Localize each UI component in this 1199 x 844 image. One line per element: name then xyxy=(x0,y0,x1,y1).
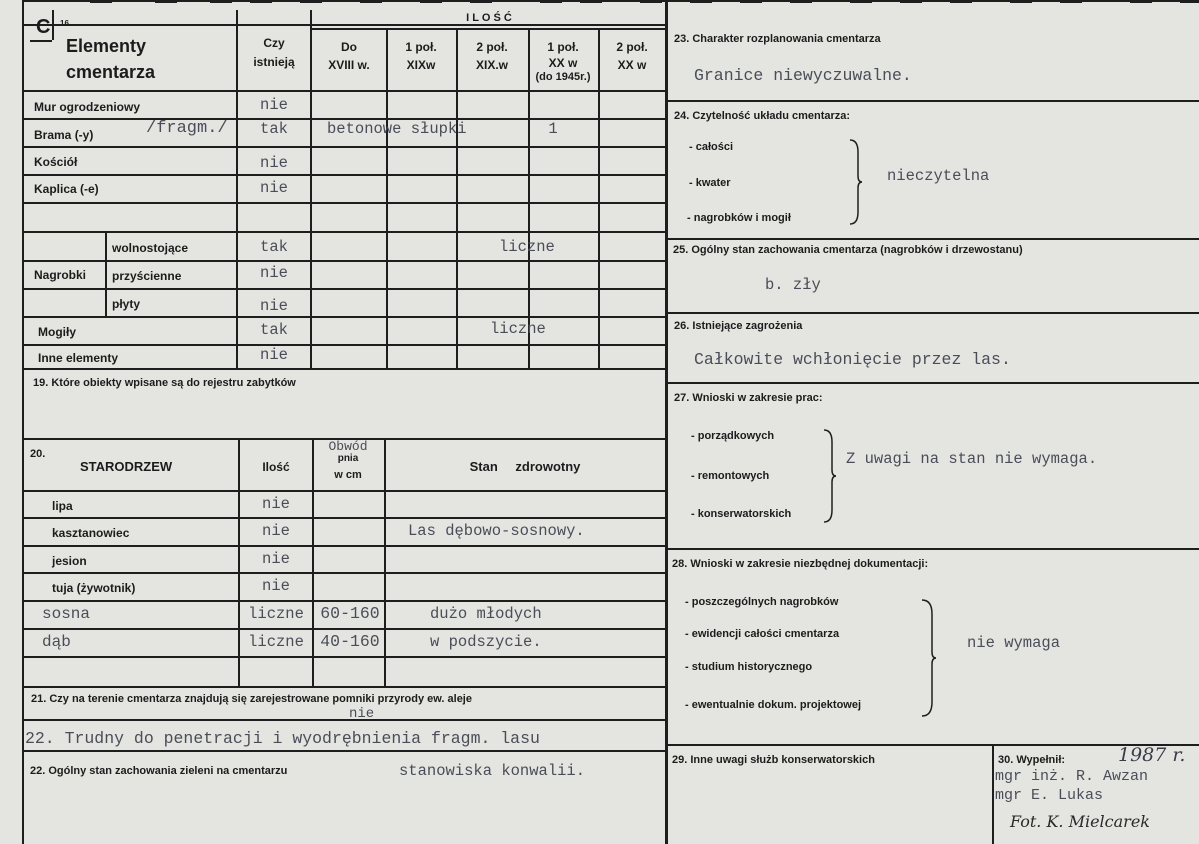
rule-line xyxy=(22,174,665,176)
period-4-l1: 1 poł. xyxy=(547,40,579,54)
row-kosciol-value: nie xyxy=(260,154,288,172)
q28-value: nie wymaga xyxy=(967,634,1061,652)
rule-line xyxy=(105,231,107,316)
q28-item-2: - ewidencji całości cmentarza xyxy=(685,628,840,640)
row-mogily-label: Mogiły xyxy=(38,325,76,339)
rule-line xyxy=(22,316,665,318)
col-exists-2: istnieją xyxy=(253,55,295,69)
rule-line xyxy=(22,600,665,602)
q27-item-1: - porządkowych xyxy=(691,430,775,442)
q27-brace xyxy=(822,428,838,524)
row-inne-value: nie xyxy=(260,346,288,364)
rule-line xyxy=(1130,0,1152,3)
tree-row-name: kasztanowiec xyxy=(52,526,130,540)
q22-value: stanowiska konwalii. xyxy=(399,762,586,780)
tree-row-circ: 60-160 xyxy=(320,604,380,623)
rule-line xyxy=(665,0,668,844)
rule-line xyxy=(22,656,665,658)
period-3-l2: XIX.w xyxy=(475,58,508,72)
q27-value: Z uwagi na stan nie wymaga. xyxy=(846,450,1098,468)
col-exists-1: Czy xyxy=(263,36,285,50)
q28-item-1: - poszczególnych nagrobków xyxy=(685,596,839,608)
q21-label: 21. Czy na terenie cmentarza znajdują się zarejestrowane pomniki przyrody ew. aleje xyxy=(31,693,472,705)
rule-line xyxy=(22,90,665,92)
q24-value: nieczytelna xyxy=(887,167,990,185)
rule-line xyxy=(665,548,1199,550)
q20-col-qty: Ilość xyxy=(262,460,290,474)
rule-line xyxy=(22,146,665,148)
period-5-l1: 2 poł. xyxy=(616,40,648,54)
rule-line xyxy=(1010,0,1032,3)
rule-line xyxy=(360,0,382,3)
row-mur-label: Mur ogrodzeniowy xyxy=(34,100,140,114)
q25-value: b. zły xyxy=(765,276,821,294)
q30-person1: mgr inż. R. Awzan xyxy=(995,768,1149,785)
rule-line xyxy=(992,744,994,844)
q20-col-circ-2: pnia xyxy=(337,453,359,464)
tree-row-name: dąb xyxy=(42,633,71,651)
q20-col-circ-3: w cm xyxy=(334,469,362,481)
rule-line xyxy=(22,0,24,844)
tree-row-qty: nie xyxy=(262,522,290,540)
period-3-l1: 2 poł. xyxy=(476,40,508,54)
q27-item-3: - konserwatorskich xyxy=(691,508,792,520)
row-kaplica-label: Kaplica (-e) xyxy=(34,182,99,196)
q28-item-4: - ewentualnie dokum. projektowej xyxy=(685,699,862,711)
row-mogily-count: liczne xyxy=(490,320,546,338)
nagrobki-sub1-count: liczne xyxy=(499,238,555,256)
tree-row-health: Las dębowo-sosnowy. xyxy=(408,522,585,540)
tree-row-qty: liczne xyxy=(248,605,304,623)
rule-line xyxy=(900,0,922,3)
rule-line xyxy=(470,0,492,3)
tree-row-name: jesion xyxy=(52,554,87,568)
nagrobki-sub2-label: przyścienne xyxy=(112,269,182,283)
rule-line xyxy=(210,0,232,3)
rule-line xyxy=(22,628,665,630)
rule-line xyxy=(665,100,1199,102)
tree-row-circ: 40-160 xyxy=(320,632,380,651)
nagrobki-sub3-label: płyty xyxy=(112,297,141,311)
tree-row-qty: liczne xyxy=(248,633,304,651)
nagrobki-label: Nagrobki xyxy=(34,268,87,282)
rule-line xyxy=(22,719,665,721)
rule-line xyxy=(22,686,665,688)
period-2-l1: 1 poł. xyxy=(405,40,437,54)
q20-number: 20. xyxy=(30,448,46,460)
tree-row-qty: nie xyxy=(262,550,290,568)
rule-line xyxy=(790,0,812,3)
rule-line xyxy=(22,260,665,262)
q24-item-1: - całości xyxy=(689,141,734,153)
q20-col-circ-1: Obwód xyxy=(328,439,368,454)
title-line2: cmentarza xyxy=(66,62,156,82)
rule-line xyxy=(22,517,665,519)
rule-line xyxy=(90,0,112,3)
q22-note: 22. Trudny do penetracji i wyodrębnienia fragm. lasu xyxy=(25,729,540,748)
q24-item-2: - kwater xyxy=(689,177,731,189)
tree-row-name: sosna xyxy=(42,605,91,623)
rule-line xyxy=(540,0,562,3)
q24-brace xyxy=(848,138,864,226)
rule-line xyxy=(22,545,665,547)
period-4-l3: (do 1945r.) xyxy=(535,71,591,83)
rule-line xyxy=(665,312,1199,314)
nagrobki-sub3-value: nie xyxy=(260,297,288,315)
q23-label: 23. Charakter rozplanowania cmentarza xyxy=(674,33,881,45)
rule-line xyxy=(22,490,665,492)
row-brama-desc: betonowe słupki xyxy=(327,120,467,138)
rule-line xyxy=(22,750,665,752)
row-brama-label: Brama (-y) xyxy=(34,128,94,142)
row-mur-value: nie xyxy=(260,96,288,114)
q28-brace xyxy=(920,598,938,718)
row-brama-note: /fragm./ xyxy=(146,119,228,138)
q30-label: 30. Wypełnił: xyxy=(998,754,1066,766)
title-line1: Elementy xyxy=(66,36,147,56)
q30-year: 1987 r. xyxy=(1118,744,1186,766)
period-5-l2: XX w xyxy=(617,58,647,72)
rule-line xyxy=(950,0,972,3)
q27-item-2: - remontowych xyxy=(691,470,770,482)
row-brama-count: 1 xyxy=(548,120,558,138)
tree-row-qty: nie xyxy=(262,577,290,595)
nagrobki-sub1-label: wolnostojące xyxy=(112,241,189,255)
rule-line xyxy=(155,0,177,3)
rule-line xyxy=(300,0,322,3)
q23-value: Granice niewyczuwalne. xyxy=(694,66,912,85)
q26-label: 26. Istniejące zagrożenia xyxy=(674,320,803,332)
q20-col-health: Stan zdrowotny xyxy=(469,459,581,474)
q24-label: 24. Czytelność układu cmentarza: xyxy=(674,110,851,122)
rule-line xyxy=(22,572,665,574)
q20-col-tree: STARODRZEW xyxy=(80,459,173,474)
q22-label: 22. Ogólny stan zachowania zieleni na cmentarzu xyxy=(30,765,288,777)
rule-line xyxy=(22,202,665,204)
rule-line xyxy=(580,0,602,3)
tree-row-name: lipa xyxy=(52,499,73,513)
q26-value: Całkowite wchłonięcie przez las. xyxy=(694,350,1011,369)
rule-line xyxy=(22,231,665,233)
nagrobki-sub1-value: tak xyxy=(260,238,288,256)
q27-label: 27. Wnioski w zakresie prac: xyxy=(674,392,823,404)
row-kaplica-value: nie xyxy=(260,179,288,197)
section-letter: C xyxy=(36,16,51,38)
tree-row-health: w podszycie. xyxy=(430,633,542,651)
nagrobki-sub2-value: nie xyxy=(260,264,288,282)
q28-item-3: - studium historycznego xyxy=(685,661,813,673)
tree-row-name: tuja (żywotnik) xyxy=(52,581,136,595)
rule-line xyxy=(740,0,762,3)
row-brama-value: tak xyxy=(260,120,288,138)
period-1-l2: XVIII w. xyxy=(328,58,370,72)
rule-line xyxy=(22,344,665,346)
rule-line xyxy=(850,0,872,3)
row-inne-label: Inne elementy xyxy=(38,351,119,365)
q29-label: 29. Inne uwagi służb konserwatorskich xyxy=(672,754,875,766)
tree-row-health: dużo młodych xyxy=(430,605,542,623)
col-quantity: I L O Ś Ć xyxy=(466,12,512,24)
rule-line xyxy=(1060,0,1082,3)
rule-line xyxy=(30,40,52,42)
q19-label: 19. Które obiekty wpisane są do rejestru zabytków xyxy=(33,377,296,389)
rule-line xyxy=(22,368,665,370)
rule-line xyxy=(665,382,1199,384)
rule-line xyxy=(665,238,1199,240)
rule-line xyxy=(690,0,712,3)
period-2-l2: XIXw xyxy=(406,58,436,72)
q24-item-3: - nagrobków i mogił xyxy=(687,212,791,224)
page-number: 16 xyxy=(60,19,69,28)
row-mogily-value: tak xyxy=(260,321,288,339)
q25-label: 25. Ogólny stan zachowania cmentarza (nagrobków i drzewostanu) xyxy=(673,244,1023,256)
rule-line xyxy=(640,0,662,3)
rule-line xyxy=(250,0,272,3)
q28-label: 28. Wnioski w zakresie niezbędnej dokumentacji: xyxy=(672,558,929,570)
rule-line xyxy=(52,10,54,40)
rule-line xyxy=(420,0,442,3)
period-4-l2: XX w xyxy=(548,56,578,70)
q30-person2: mgr E. Lukas xyxy=(995,787,1104,804)
rule-line xyxy=(312,28,665,30)
rule-line xyxy=(22,288,665,290)
period-1-l1: Do xyxy=(341,40,357,54)
rule-line xyxy=(1180,0,1199,3)
tree-row-qty: nie xyxy=(262,495,290,513)
row-kosciol-label: Kościół xyxy=(34,155,78,169)
photographer-signature: Fot. K. Mielcarek xyxy=(1010,812,1150,831)
q21-value: nie xyxy=(349,706,375,722)
